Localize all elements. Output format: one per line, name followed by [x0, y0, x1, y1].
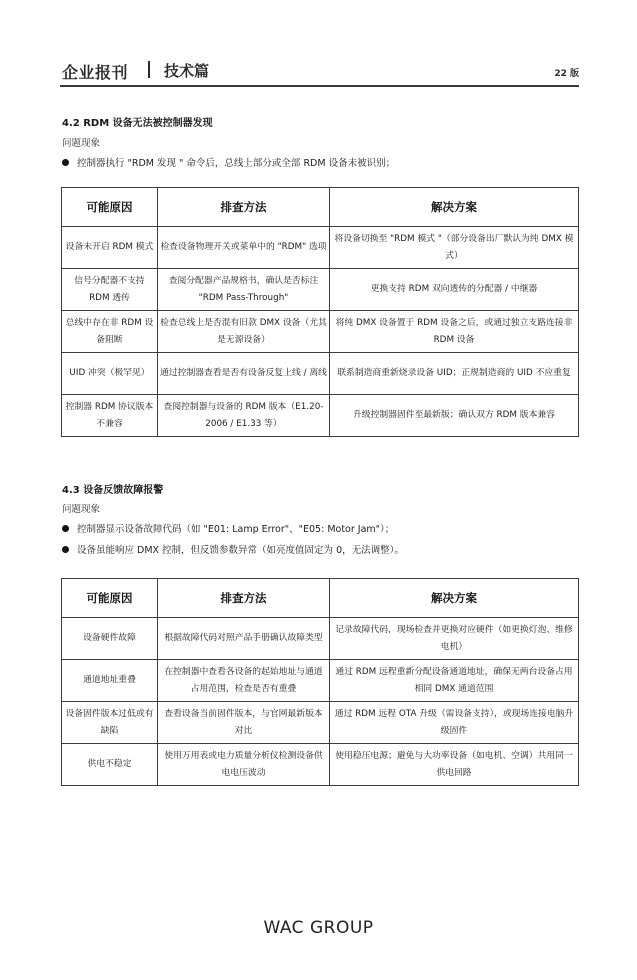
cause-cell: 设备固件版本过低或有缺陷 [62, 702, 158, 744]
table-row [62, 660, 579, 702]
section-title-4-2: 4.2 RDM 设备无法被控制器发现 [62, 118, 213, 129]
table-row [62, 227, 579, 269]
table-row [62, 702, 579, 744]
table-header-row [62, 579, 579, 618]
cause-cell: 设备硬件故障 [62, 618, 158, 660]
table-row [62, 353, 579, 395]
header-method: 排查方法 [158, 188, 330, 227]
solution-cell: 将纯 DMX 设备置于 RDM 设备之后，或通过独立支路连接非 RDM 设备 [330, 311, 579, 353]
bullet-item [62, 155, 395, 169]
table-row [62, 618, 579, 660]
bullet-dot-icon [62, 546, 69, 553]
method-cell: 查阅分配器产品规格书，确认是否标注 "RDM Pass-Through" [158, 269, 330, 311]
section-name: 技术篇 [164, 62, 210, 80]
page-header [60, 60, 579, 84]
header-cause: 可能原因 [62, 188, 158, 227]
troubleshoot-table-fault [61, 578, 579, 786]
problem-label: 问题现象 [62, 504, 101, 515]
table-header-row [62, 188, 579, 227]
bullet-text: 设备虽能响应 DMX 控制，但反馈参数异常（如亮度值固定为 0，无法调整）。 [77, 545, 404, 556]
cause-cell: UID 冲突（极罕见） [62, 353, 158, 395]
method-cell: 在控制器中查看各设备的起始地址与通道占用范围，检查是否有重叠 [158, 660, 330, 702]
table-row [62, 395, 579, 437]
method-cell: 通过控制器查看是否有设备反复上线 / 离线 [158, 353, 330, 395]
table-row [62, 269, 579, 311]
bullet-dot-icon [62, 525, 69, 532]
header-cause: 可能原因 [62, 579, 158, 618]
solution-cell: 更换支持 RDM 双向透传的分配器 / 中继器 [330, 269, 579, 311]
method-cell: 检查设备物理开关或菜单中的 "RDM" 选项 [158, 227, 330, 269]
problem-label: 问题现象 [62, 138, 101, 149]
header-divider [148, 61, 150, 78]
solution-cell: 使用稳压电源；避免与大功率设备（如电机、空调）共用同一供电回路 [330, 744, 579, 786]
method-cell: 检查总线上是否混有旧款 DMX 设备（尤其是无源设备） [158, 311, 330, 353]
troubleshoot-table-rdm [61, 187, 579, 437]
solution-cell: 升级控制器固件至最新版；确认双方 RDM 版本兼容 [330, 395, 579, 437]
header-solution: 解决方案 [330, 579, 579, 618]
header-solution: 解决方案 [330, 188, 579, 227]
journal-title: 企业报刊 [62, 63, 129, 82]
cause-cell: 供电不稳定 [62, 744, 158, 786]
solution-cell: 通过 RDM 远程重新分配设备通道地址，确保无两台设备占用相同 DMX 通道范围 [330, 660, 579, 702]
footer-brand: WAC GROUP [263, 918, 374, 938]
solution-cell: 记录故障代码，现场检查并更换对应硬件（如更换灯泡、维修电机） [330, 618, 579, 660]
solution-cell: 将设备切换至 "RDM 模式 "（部分设备出厂默认为纯 DMX 模式） [330, 227, 579, 269]
bullet-text: 控制器执行 "RDM 发现 " 命令后，总线上部分或全部 RDM 设备未被识别； [77, 158, 396, 169]
cause-cell: 设备未开启 RDM 模式 [62, 227, 158, 269]
cause-cell: 总线中存在非 RDM 设备阻断 [62, 311, 158, 353]
bullet-dot-icon [62, 159, 69, 166]
bullet-text: 控制器显示设备故障代码（如 "E01: Lamp Error"、"E05: Motor Jam"）； [77, 524, 395, 535]
table-row [62, 744, 579, 786]
bullet-item [62, 521, 394, 535]
header-method: 排查方法 [158, 579, 330, 618]
cause-cell: 控制器 RDM 协议版本不兼容 [62, 395, 158, 437]
page-number: 22 版 [554, 69, 579, 79]
method-cell: 查看设备当前固件版本，与官网最新版本对比 [158, 702, 330, 744]
method-cell: 查阅控制器与设备的 RDM 版本（E1.20-2006 / E1.33 等） [158, 395, 330, 437]
method-cell: 使用万用表或电力质量分析仪检测设备供电电压波动 [158, 744, 330, 786]
solution-cell: 联系制造商重新烧录设备 UID；正规制造商的 UID 不应重复 [330, 353, 579, 395]
cause-cell: 通道地址重叠 [62, 660, 158, 702]
bullet-item [62, 542, 404, 556]
header-rule [60, 85, 579, 87]
solution-cell: 通过 RDM 远程 OTA 升级（需设备支持），或现场连接电脑升级固件 [330, 702, 579, 744]
cause-cell: 信号分配器不支持 RDM 透传 [62, 269, 158, 311]
section-title-4-3: 4.3 设备反馈故障报警 [62, 485, 164, 496]
method-cell: 根据故障代码对照产品手册确认故障类型 [158, 618, 330, 660]
table-row [62, 311, 579, 353]
